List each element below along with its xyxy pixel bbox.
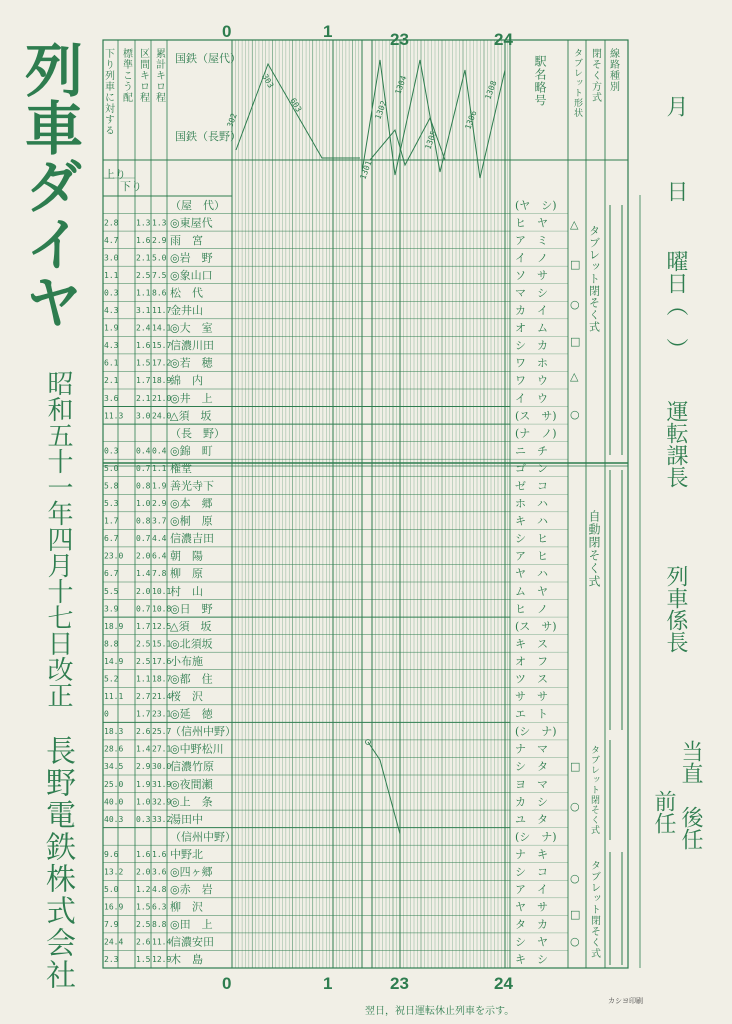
station-cum-km: 12.5 <box>152 621 172 631</box>
hour-label-0-bottom: 0 <box>222 974 232 993</box>
train-number: 1306 <box>463 109 479 131</box>
station-section-km: 1.4 <box>136 569 151 579</box>
station-cum-km: 4.4 <box>152 534 167 544</box>
tablet-symbol: □ <box>570 335 581 348</box>
train-number: 1304 <box>393 74 409 96</box>
hour-label-1-bottom: 1 <box>323 974 333 993</box>
station-section-km: 1.1 <box>136 674 151 684</box>
station-grade: 4.3 <box>104 341 119 351</box>
station-grade: 2.8 <box>104 218 119 228</box>
station-section-km: 1.5 <box>136 955 151 965</box>
station-name: 木 島 <box>170 953 203 967</box>
station-name: ◎錦 町 <box>170 444 213 458</box>
tablet-symbol: ○ <box>570 800 580 813</box>
station-section-km: 2.7 <box>136 692 151 702</box>
station-section-km: 1.7 <box>136 709 151 719</box>
station-grade: 18.9 <box>104 621 124 631</box>
station-grade: 4.7 <box>104 235 119 245</box>
station-code: ホ ハ <box>515 497 548 511</box>
hour-label-23-bottom: 23 <box>390 974 409 993</box>
station-name: ◎北須坂 <box>170 637 213 651</box>
station-code: ワ ホ <box>515 356 548 370</box>
station-code: ナ キ <box>515 847 548 861</box>
footnote: 翌日，祝日運転休止列車を示す。 <box>365 1006 515 1017</box>
station-section-km: 2.6 <box>136 727 151 737</box>
station-code: (シ ナ) <box>515 725 557 739</box>
station-code: カ イ <box>515 304 548 318</box>
station-grade: 28.6 <box>104 744 124 754</box>
station-code: オ フ <box>515 654 548 668</box>
station-grade: 6.7 <box>104 534 119 544</box>
station-cum-km: 4.8 <box>152 885 167 895</box>
company-name: 長野電鉄株式会社 <box>40 735 75 991</box>
block-system-auto: 自動閉そく式 <box>587 510 601 588</box>
station-section-km: 2.0 <box>136 586 151 596</box>
station-cum-km: 27.1 <box>152 744 172 754</box>
station-cum-km: 10.1 <box>152 586 172 596</box>
station-cum-km: 6.3 <box>152 902 167 912</box>
station-name: 柳 原 <box>170 567 203 581</box>
station-section-km: 3.1 <box>136 306 151 316</box>
station-cum-km: 30.0 <box>152 762 172 772</box>
station-code: ヤ ハ <box>515 567 548 581</box>
down-label: 下り <box>120 180 142 193</box>
train-number: 603 <box>288 96 304 114</box>
station-cum-km: 18.9 <box>152 376 172 386</box>
station-cum-km: 1.3 <box>152 218 167 228</box>
station-cum-km: 12.9 <box>152 955 172 965</box>
station-code: ニ チ <box>515 444 548 458</box>
station-cum-km: 25.7 <box>152 727 172 737</box>
station-grade: 18.3 <box>104 727 124 737</box>
station-grade: 8.8 <box>104 639 119 649</box>
station-name: ◎田 上 <box>170 918 213 932</box>
hour-label-23-top: 23 <box>390 30 409 49</box>
station-cum-km: 10.8 <box>152 604 172 614</box>
station-grade: 5.5 <box>104 586 119 596</box>
station-section-km: 1.5 <box>136 358 151 368</box>
station-name: 桜 沢 <box>170 690 203 704</box>
header-col1: 下り列車に対する <box>102 48 114 136</box>
sig-duty-before: 前任 <box>651 790 676 834</box>
station-grade: 3.6 <box>104 393 119 403</box>
printer-mark: カシヨ印刷 <box>608 997 643 1005</box>
tablet-symbol: ○ <box>570 935 580 948</box>
station-cum-km: 14.1 <box>152 323 172 333</box>
tablet-symbol: ○ <box>570 298 580 311</box>
station-name: ◎井 上 <box>170 391 213 405</box>
train-number: 303 <box>260 72 276 90</box>
station-section-km: 2.4 <box>136 323 151 333</box>
station-section-km: 2.0 <box>136 551 151 561</box>
station-name: ◎四ヶ郷 <box>170 865 213 879</box>
station-code: ム ヤ <box>515 584 548 598</box>
station-cum-km: 17.2 <box>152 358 172 368</box>
station-code: ツ ス <box>515 672 548 686</box>
station-section-km: 1.4 <box>136 744 151 754</box>
sig-weekday: 曜日（ ） <box>663 250 688 360</box>
station-section-km: 1.7 <box>136 376 151 386</box>
main-title: 列車ダイヤ <box>15 40 83 330</box>
station-grade: 5.3 <box>104 499 119 509</box>
station-code: ユ タ <box>515 812 548 826</box>
station-cum-km: 7.8 <box>152 569 167 579</box>
station-name: ◎本 郷 <box>170 497 213 511</box>
station-grade: 14.9 <box>104 656 124 666</box>
station-cum-km: 8.8 <box>152 920 167 930</box>
station-grade: 4.3 <box>104 306 119 316</box>
train-number: 1301 <box>358 159 374 181</box>
station-code: ア ヒ <box>515 549 548 563</box>
station-grade: 1.1 <box>104 270 119 280</box>
header-col3: 区間キロ程 <box>137 48 149 103</box>
station-code: (ス サ) <box>515 619 557 633</box>
station-name: ◎都 住 <box>170 672 213 686</box>
station-section-km: 1.6 <box>136 235 151 245</box>
station-section-km: 1.1 <box>136 288 151 298</box>
station-name: △須 坂 <box>170 409 212 423</box>
station-code: マ シ <box>515 286 548 300</box>
station-code: (シ ナ) <box>515 830 557 844</box>
block-system-tablet-1: タブレット閉そく式 <box>587 225 601 333</box>
station-name: ◎上 条 <box>170 795 213 809</box>
station-name: ◎象山口 <box>170 268 213 282</box>
hour-label-0-top: 0 <box>222 22 232 41</box>
station-cum-km: 6.4 <box>152 551 167 561</box>
station-cum-km: 8.6 <box>152 288 167 298</box>
hour-label-1-top: 1 <box>323 22 333 41</box>
header-block: 閉そく方式 <box>589 48 601 103</box>
station-code: キ ハ <box>515 514 548 528</box>
station-code: ソ サ <box>515 268 548 282</box>
station-code: ヒ ノ <box>515 602 548 616</box>
station-code: タ カ <box>515 918 548 932</box>
station-name: 金井山 <box>170 304 203 318</box>
station-cum-km: 21.4 <box>152 692 172 702</box>
station-code: (ヤ シ) <box>515 198 557 212</box>
station-name: （信州中野） <box>170 830 236 844</box>
station-grade: 0.3 <box>104 288 119 298</box>
station-code: ナ マ <box>515 742 548 756</box>
station-cum-km: 11.4 <box>152 937 172 947</box>
header-tablet: タブレット形状 <box>572 48 582 118</box>
station-section-km: 0.8 <box>136 516 151 526</box>
station-name: 中野北 <box>170 847 203 861</box>
tablet-symbol: □ <box>570 258 581 271</box>
station-name: 湯田中 <box>170 812 203 826</box>
station-grade: 7.9 <box>104 920 119 930</box>
station-section-km: 2.5 <box>136 920 151 930</box>
station-code: ヨ マ <box>515 777 548 791</box>
sig-manager: 運転課長 <box>663 400 688 488</box>
station-grade: 0.3 <box>104 446 119 456</box>
station-grade: 13.2 <box>104 867 124 877</box>
station-cum-km: 0.4 <box>152 446 167 456</box>
station-cum-km: 15.1 <box>152 639 172 649</box>
station-name: 村 山 <box>170 584 203 598</box>
station-name: 善光寺下 <box>170 479 214 493</box>
tablet-symbol: ○ <box>570 408 580 421</box>
block-system-tablet-3: タブレット閉そく式 <box>588 860 600 959</box>
station-grade: 5.8 <box>104 481 119 491</box>
station-grade: 3.9 <box>104 604 119 614</box>
station-name: 綿 内 <box>170 374 203 388</box>
station-grade: 25.0 <box>104 779 124 789</box>
station-cum-km: 1.9 <box>152 481 167 491</box>
station-grade: 9.6 <box>104 849 119 859</box>
station-name: ◎日 野 <box>170 602 213 616</box>
station-grade: 2.1 <box>104 376 119 386</box>
header-col2: 標準こう配 <box>120 48 132 103</box>
station-section-km: 0.7 <box>136 534 151 544</box>
station-cum-km: 1.6 <box>152 849 167 859</box>
station-code: オ ム <box>515 321 548 335</box>
block-system-tablet-2: タブレット閉そく式 <box>589 745 599 835</box>
station-code: ヤ サ <box>515 900 548 914</box>
sig-duty-after: 当直 後任 <box>678 740 703 850</box>
station-cum-km: 2.9 <box>152 499 167 509</box>
station-name: 小布施 <box>170 654 203 668</box>
station-grade: 3.0 <box>104 253 119 263</box>
header-station-code: 駅名略号 <box>533 55 547 107</box>
station-section-km: 0.4 <box>136 446 151 456</box>
header-line-type: 線路種別 <box>607 48 619 92</box>
station-section-km: 2.5 <box>136 656 151 666</box>
station-cum-km: 3.7 <box>152 516 167 526</box>
station-code: シ タ <box>515 760 548 774</box>
station-name: （屋 代） <box>170 198 225 212</box>
hour-label-24-bottom: 24 <box>494 974 513 993</box>
station-cum-km: 5.0 <box>152 253 167 263</box>
station-section-km: 1.6 <box>136 849 151 859</box>
station-name: 信濃竹原 <box>170 760 214 774</box>
train-number: 1302 <box>373 99 389 121</box>
station-cum-km: 24.0 <box>152 411 172 421</box>
station-grade: 40.3 <box>104 814 124 824</box>
tablet-symbol: □ <box>570 760 581 773</box>
station-grade: 40.0 <box>104 797 124 807</box>
station-section-km: 2.1 <box>136 393 151 403</box>
station-code: サ サ <box>515 690 548 704</box>
sig-day: 日 <box>663 180 688 202</box>
station-cum-km: 17.6 <box>152 656 172 666</box>
station-grade: 6.7 <box>104 569 119 579</box>
station-grade: 6.1 <box>104 358 119 368</box>
station-section-km: 1.6 <box>136 341 151 351</box>
sig-month: 月 <box>663 95 688 117</box>
station-section-km: 2.6 <box>136 937 151 947</box>
station-section-km: 1.9 <box>136 779 151 789</box>
train-number: 1305 <box>423 129 439 151</box>
station-grade: 5.0 <box>104 885 119 895</box>
station-grade: 11.1 <box>104 692 124 702</box>
station-grade: 34.5 <box>104 762 124 772</box>
station-name: 朝 陽 <box>170 549 203 563</box>
train-line-lower <box>368 742 400 834</box>
tablet-symbol: ○ <box>570 872 580 885</box>
revision-date: 昭和五十一年四月十七日改正 <box>43 370 73 708</box>
station-name: ◎赤 岩 <box>170 883 213 897</box>
station-grade: 0 <box>104 709 109 719</box>
station-code: シ コ <box>515 865 548 879</box>
hour-label-24-top: 24 <box>494 30 513 49</box>
tablet-symbol: △ <box>570 218 579 231</box>
station-section-km: 2.9 <box>136 762 151 772</box>
station-grade: 5.0 <box>104 463 119 473</box>
station-grade: 2.3 <box>104 955 119 965</box>
station-section-km: 0.7 <box>136 463 151 473</box>
station-cum-km: 3.6 <box>152 867 167 877</box>
station-code: イ ノ <box>515 251 548 265</box>
station-section-km: 0.7 <box>136 604 151 614</box>
station-name: 雨 宮 <box>170 233 203 247</box>
station-name: 信濃安田 <box>170 935 214 949</box>
sig-chief: 列車係長 <box>663 565 688 653</box>
train-number: 302 <box>225 112 239 129</box>
tablet-symbol: □ <box>570 908 581 921</box>
station-cum-km: 33.2 <box>152 814 172 824</box>
station-name: 柳 沢 <box>170 900 203 914</box>
station-grade: 16.9 <box>104 902 124 912</box>
station-section-km: 0.8 <box>136 481 151 491</box>
header-kokutetsu-nagano: 国鉄（長野） <box>175 130 241 143</box>
station-cum-km: 32.9 <box>152 797 172 807</box>
station-code: ア イ <box>515 883 548 897</box>
station-cum-km: 31.9 <box>152 779 172 789</box>
station-section-km: 1.2 <box>136 885 151 895</box>
station-code: カ シ <box>515 795 548 809</box>
station-section-km: 2.1 <box>136 253 151 263</box>
station-section-km: 2.5 <box>136 639 151 649</box>
station-name: 松 代 <box>170 286 203 300</box>
station-code: ゼ コ <box>515 479 548 493</box>
station-section-km: 2.5 <box>136 270 151 280</box>
station-section-km: 1.7 <box>136 621 151 631</box>
station-section-km: 2.0 <box>136 867 151 877</box>
station-cum-km: 18.7 <box>152 674 172 684</box>
station-name: ◎夜間瀬 <box>170 777 213 791</box>
station-code: シ ヒ <box>515 532 548 546</box>
station-name: ◎中野松川 <box>170 742 224 756</box>
station-name: ◎若 穂 <box>170 356 213 370</box>
station-code: ヒ ヤ <box>515 216 548 230</box>
station-cum-km: 11.7 <box>152 306 172 316</box>
station-code: (ス サ) <box>515 409 557 423</box>
station-code: ゴ ン <box>515 461 548 475</box>
station-cum-km: 1.1 <box>152 463 167 473</box>
station-code: ワ ウ <box>515 374 548 388</box>
station-name: ◎岩 野 <box>170 251 213 265</box>
station-name: （長 野） <box>170 426 225 440</box>
station-grade: 5.2 <box>104 674 119 684</box>
station-name: 信濃川田 <box>170 339 214 353</box>
station-section-km: 3.0 <box>136 411 151 421</box>
station-section-km: 1.3 <box>136 218 151 228</box>
station-name: △須 坂 <box>170 619 212 633</box>
station-section-km: 1.0 <box>136 499 151 509</box>
station-code: (ナ ノ) <box>515 426 557 440</box>
station-section-km: 1.0 <box>136 797 151 807</box>
header-col4: 累計キロ程 <box>153 48 165 103</box>
station-name: ◎桐 原 <box>170 514 213 528</box>
station-grade: 11.3 <box>104 411 124 421</box>
station-name: ◎延 徳 <box>170 707 213 721</box>
station-code: イ ウ <box>515 391 548 405</box>
station-cum-km: 7.5 <box>152 270 167 280</box>
station-name: 権堂 <box>170 461 192 475</box>
station-code: シ ヤ <box>515 935 548 949</box>
station-code: エ ト <box>515 707 548 721</box>
station-cum-km: 21.0 <box>152 393 172 403</box>
station-grade: 23.0 <box>104 551 124 561</box>
tablet-symbol: △ <box>570 370 579 383</box>
train-number: 1308 <box>483 79 499 101</box>
station-grade: 1.7 <box>104 516 119 526</box>
station-grade: 24.4 <box>104 937 124 947</box>
header-kokutetsu-yashiro: 国鉄（屋代） <box>175 52 241 65</box>
station-name: ◎大 室 <box>170 321 213 335</box>
station-cum-km: 23.1 <box>152 709 172 719</box>
station-cum-km: 15.7 <box>152 341 172 351</box>
station-name: （信州中野） <box>170 725 236 739</box>
station-name: 信濃吉田 <box>170 532 214 546</box>
station-section-km: 0.3 <box>136 814 151 824</box>
station-code: キ ス <box>515 637 548 651</box>
station-code: シ カ <box>515 339 548 353</box>
station-grade: 1.9 <box>104 323 119 333</box>
station-code: ア ミ <box>515 233 548 247</box>
station-section-km: 1.5 <box>136 902 151 912</box>
station-cum-km: 2.9 <box>152 235 167 245</box>
up-label: 上り <box>104 168 126 181</box>
station-code: キ シ <box>515 953 548 967</box>
station-name: ◎東屋代 <box>170 216 213 230</box>
